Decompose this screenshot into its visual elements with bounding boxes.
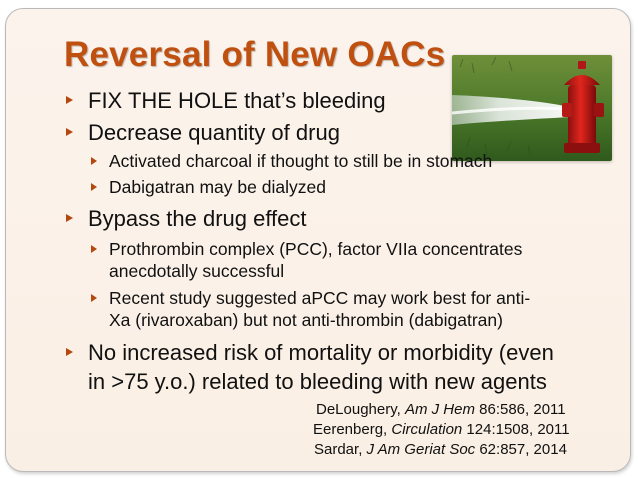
bullet-arrow-icon — [66, 348, 73, 356]
bullet-text: Decrease quantity of drug — [88, 120, 340, 145]
bullet-text: FIX THE HOLE that’s bleeding — [88, 88, 386, 113]
fire-hydrant-image — [452, 55, 612, 161]
bullet-text: Bypass the drug effect — [88, 206, 307, 231]
reference-author: DeLoughery, — [316, 401, 405, 418]
reference-author: Sardar, — [314, 441, 367, 458]
bullet-arrow-icon — [91, 245, 97, 253]
slide-title: Reversal of New OACs — [64, 35, 446, 74]
bullet-arrow-icon — [91, 294, 97, 302]
reference-sardar — [314, 441, 567, 458]
bullet-text: Dabigatran may be dialyzed — [109, 177, 326, 197]
bullet-arrow-icon — [66, 214, 73, 222]
reference-eerenberg — [313, 421, 570, 438]
reference-journal: Circulation — [391, 421, 463, 438]
bullet-arrow-icon — [66, 96, 73, 104]
bullet-text: Activated charcoal if thought to still be in stomach — [109, 151, 493, 171]
reference-citation: 124:1508, 2011 — [462, 421, 570, 438]
reference-deloughery — [316, 401, 566, 418]
bullet-arrow-icon — [66, 128, 73, 136]
bullet-text-line-1: Prothrombin complex (PCC), factor VIIa concentrates — [109, 239, 523, 259]
bullet-text-line-1: No increased risk of mortality or morbidity (even — [88, 340, 554, 365]
bullet-arrow-icon — [91, 157, 97, 165]
bullet-text-line-1: Recent study suggested aPCC may work best for anti- — [109, 288, 531, 308]
bullet-text-line-2: anecdotally successful — [109, 261, 285, 281]
reference-author: Eerenberg, — [313, 421, 392, 438]
reference-journal: Am J Hem — [404, 401, 475, 418]
bullet-text-line-2: Xa (rivaroxaban) but not anti-thrombin (dabigatran) — [109, 310, 503, 330]
reference-journal: J Am Geriat Soc — [366, 441, 476, 458]
bullet-text-line-2: in >75 y.o.) related to bleeding with new agents — [88, 369, 547, 394]
reference-citation: 62:857, 2014 — [475, 441, 567, 458]
reference-citation: 86:586, 2011 — [474, 401, 566, 418]
bullet-arrow-icon — [91, 183, 97, 191]
